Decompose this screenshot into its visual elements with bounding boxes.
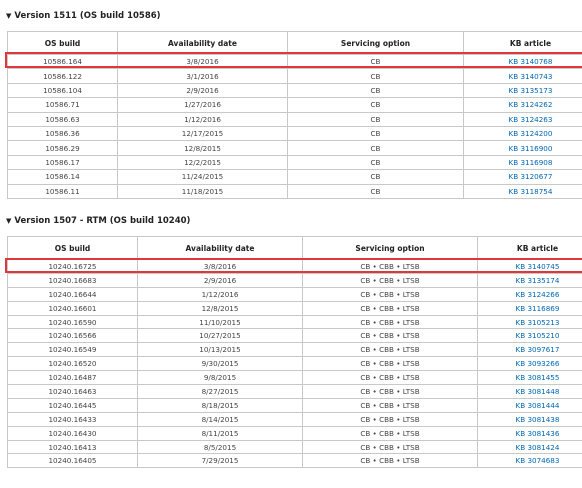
cell-availability-date: 8/11/2015	[138, 426, 303, 440]
cell-availability-date: 11/10/2015	[138, 315, 303, 329]
cell-servicing-option: CB • CBB • LTSB	[303, 260, 478, 274]
table-row	[8, 315, 582, 329]
kb-article-link[interactable]: KB 3097617	[478, 343, 582, 357]
cell-servicing-option: CB • CBB • LTSB	[303, 412, 478, 426]
cell-os-build: 10586.122	[8, 69, 118, 83]
kb-article-link[interactable]: KB 3081455	[478, 371, 582, 385]
kb-article-link[interactable]: KB 3081444	[478, 398, 582, 412]
triangle-down-icon: ▼	[6, 12, 12, 20]
cell-availability-date: 1/27/2016	[118, 98, 288, 112]
cell-availability-date: 1/12/2016	[118, 112, 288, 126]
table-row	[8, 398, 582, 412]
cell-servicing-option: CB	[288, 83, 464, 97]
cell-servicing-option: CB • CBB • LTSB	[303, 329, 478, 343]
kb-article-link[interactable]: KB 3124200	[464, 126, 582, 140]
cell-os-build: 10240.16725	[8, 260, 138, 274]
cell-availability-date: 8/27/2015	[138, 385, 303, 399]
cell-availability-date: 8/14/2015	[138, 412, 303, 426]
cell-servicing-option: CB • CBB • LTSB	[303, 426, 478, 440]
cell-availability-date: 9/8/2015	[138, 371, 303, 385]
col-header-availability-date: Availability date	[118, 32, 288, 55]
col-header-os-build: OS build	[8, 32, 118, 55]
kb-article-link[interactable]: KB 3093266	[478, 357, 582, 371]
cell-servicing-option: CB	[288, 141, 464, 155]
kb-article-link[interactable]: KB 3140768	[464, 55, 582, 69]
kb-article-link[interactable]: KB 3081424	[478, 440, 582, 454]
cell-availability-date: 7/29/2015	[138, 454, 303, 468]
cell-os-build: 10240.16463	[8, 385, 138, 399]
cell-availability-date: 2/9/2016	[138, 273, 303, 287]
table-row	[8, 126, 582, 140]
cell-os-build: 10586.71	[8, 98, 118, 112]
cell-servicing-option: CB • CBB • LTSB	[303, 315, 478, 329]
cell-availability-date: 3/1/2016	[118, 69, 288, 83]
section-heading-1511[interactable]: ▼ Version 1511 (OS build 10586)	[6, 11, 161, 21]
table-row	[8, 440, 582, 454]
cell-os-build: 10586.36	[8, 126, 118, 140]
table-row	[8, 329, 582, 343]
cell-os-build: 10240.16601	[8, 301, 138, 315]
kb-article-link[interactable]: KB 3118754	[464, 184, 582, 198]
cell-servicing-option: CB	[288, 98, 464, 112]
cell-os-build: 10586.164	[8, 55, 118, 69]
cell-servicing-option: CB	[288, 55, 464, 69]
cell-servicing-option: CB	[288, 155, 464, 169]
cell-os-build: 10240.16590	[8, 315, 138, 329]
cell-os-build: 10240.16433	[8, 412, 138, 426]
kb-article-link[interactable]: KB 3135173	[464, 83, 582, 97]
cell-availability-date: 8/5/2015	[138, 440, 303, 454]
table-row	[8, 69, 582, 83]
kb-article-link[interactable]: KB 3116908	[464, 155, 582, 169]
cell-servicing-option: CB • CBB • LTSB	[303, 273, 478, 287]
cell-servicing-option: CB • CBB • LTSB	[303, 343, 478, 357]
table-row	[8, 343, 582, 357]
cell-os-build: 10240.16405	[8, 454, 138, 468]
kb-article-link[interactable]: KB 3124266	[478, 287, 582, 301]
cell-servicing-option: CB • CBB • LTSB	[303, 301, 478, 315]
builds-table-1507	[7, 236, 582, 468]
table-row	[8, 454, 582, 468]
kb-article-link[interactable]: KB 3116869	[478, 301, 582, 315]
cell-os-build: 10586.14	[8, 170, 118, 184]
kb-article-link[interactable]: KB 3135174	[478, 273, 582, 287]
kb-article-link[interactable]: KB 3105210	[478, 329, 582, 343]
cell-os-build: 10586.17	[8, 155, 118, 169]
cell-os-build: 10240.16520	[8, 357, 138, 371]
cell-os-build: 10240.16487	[8, 371, 138, 385]
kb-article-link[interactable]: KB 3124262	[464, 98, 582, 112]
table-row	[8, 412, 582, 426]
cell-os-build: 10586.104	[8, 83, 118, 97]
cell-os-build: 10240.16413	[8, 440, 138, 454]
table-row	[8, 426, 582, 440]
table-row	[8, 301, 582, 315]
table-row	[8, 273, 582, 287]
cell-os-build: 10240.16430	[8, 426, 138, 440]
cell-servicing-option: CB	[288, 184, 464, 198]
builds-table-1511	[7, 31, 582, 199]
col-header-availability-date: Availability date	[138, 237, 303, 260]
table-row	[8, 260, 582, 274]
cell-os-build: 10240.16644	[8, 287, 138, 301]
kb-article-link[interactable]: KB 3081438	[478, 412, 582, 426]
kb-article-link[interactable]: KB 3140743	[464, 69, 582, 83]
table-row	[8, 112, 582, 126]
cell-os-build: 10240.16445	[8, 398, 138, 412]
cell-os-build: 10240.16683	[8, 273, 138, 287]
table-row	[8, 83, 582, 97]
cell-os-build: 10586.63	[8, 112, 118, 126]
kb-article-link[interactable]: KB 3124263	[464, 112, 582, 126]
cell-servicing-option: CB	[288, 69, 464, 83]
cell-servicing-option: CB • CBB • LTSB	[303, 371, 478, 385]
cell-servicing-option: CB • CBB • LTSB	[303, 398, 478, 412]
cell-servicing-option: CB • CBB • LTSB	[303, 454, 478, 468]
cell-availability-date: 3/8/2016	[118, 55, 288, 69]
table-row	[8, 357, 582, 371]
table-header-row	[8, 32, 582, 55]
table-row	[8, 55, 582, 69]
table-row	[8, 287, 582, 301]
cell-availability-date: 11/24/2015	[118, 170, 288, 184]
cell-availability-date: 9/30/2015	[138, 357, 303, 371]
table-row	[8, 385, 582, 399]
cell-servicing-option: CB	[288, 112, 464, 126]
cell-availability-date: 11/18/2015	[118, 184, 288, 198]
kb-article-link[interactable]: KB 3116900	[464, 141, 582, 155]
cell-availability-date: 12/8/2015	[138, 301, 303, 315]
cell-availability-date: 12/2/2015	[118, 155, 288, 169]
cell-servicing-option: CB • CBB • LTSB	[303, 440, 478, 454]
table-row	[8, 170, 582, 184]
cell-availability-date: 1/12/2016	[138, 287, 303, 301]
col-header-servicing-option: Servicing option	[288, 32, 464, 55]
cell-servicing-option: CB • CBB • LTSB	[303, 287, 478, 301]
cell-availability-date: 2/9/2016	[118, 83, 288, 97]
cell-servicing-option: CB • CBB • LTSB	[303, 357, 478, 371]
cell-availability-date: 12/8/2015	[118, 141, 288, 155]
col-header-servicing-option: Servicing option	[303, 237, 478, 260]
kb-article-link[interactable]: KB 3081436	[478, 426, 582, 440]
triangle-down-icon: ▼	[6, 217, 12, 225]
col-header-kb-article: KB article	[464, 32, 582, 55]
table-row	[8, 141, 582, 155]
kb-article-link[interactable]: KB 3120677	[464, 170, 582, 184]
cell-os-build: 10586.11	[8, 184, 118, 198]
cell-availability-date: 10/27/2015	[138, 329, 303, 343]
kb-article-link[interactable]: KB 3140745	[478, 260, 582, 274]
col-header-os-build: OS build	[8, 237, 138, 260]
table-row	[8, 155, 582, 169]
cell-availability-date: 3/8/2016	[138, 260, 303, 274]
cell-os-build: 10240.16566	[8, 329, 138, 343]
cell-availability-date: 10/13/2015	[138, 343, 303, 357]
cell-availability-date: 8/18/2015	[138, 398, 303, 412]
kb-article-link[interactable]: KB 3081448	[478, 385, 582, 399]
kb-article-link[interactable]: KB 3074683	[478, 454, 582, 468]
table-row	[8, 184, 582, 198]
cell-os-build: 10586.29	[8, 141, 118, 155]
cell-os-build: 10240.16549	[8, 343, 138, 357]
cell-availability-date: 12/17/2015	[118, 126, 288, 140]
cell-servicing-option: CB	[288, 126, 464, 140]
table-row	[8, 98, 582, 112]
col-header-kb-article: KB article	[478, 237, 582, 260]
kb-article-link[interactable]: KB 3105213	[478, 315, 582, 329]
table-row	[8, 371, 582, 385]
cell-servicing-option: CB • CBB • LTSB	[303, 385, 478, 399]
cell-servicing-option: CB	[288, 170, 464, 184]
table-header-row	[8, 237, 582, 260]
section-heading-1507[interactable]: ▼ Version 1507 - RTM (OS build 10240)	[6, 216, 191, 226]
